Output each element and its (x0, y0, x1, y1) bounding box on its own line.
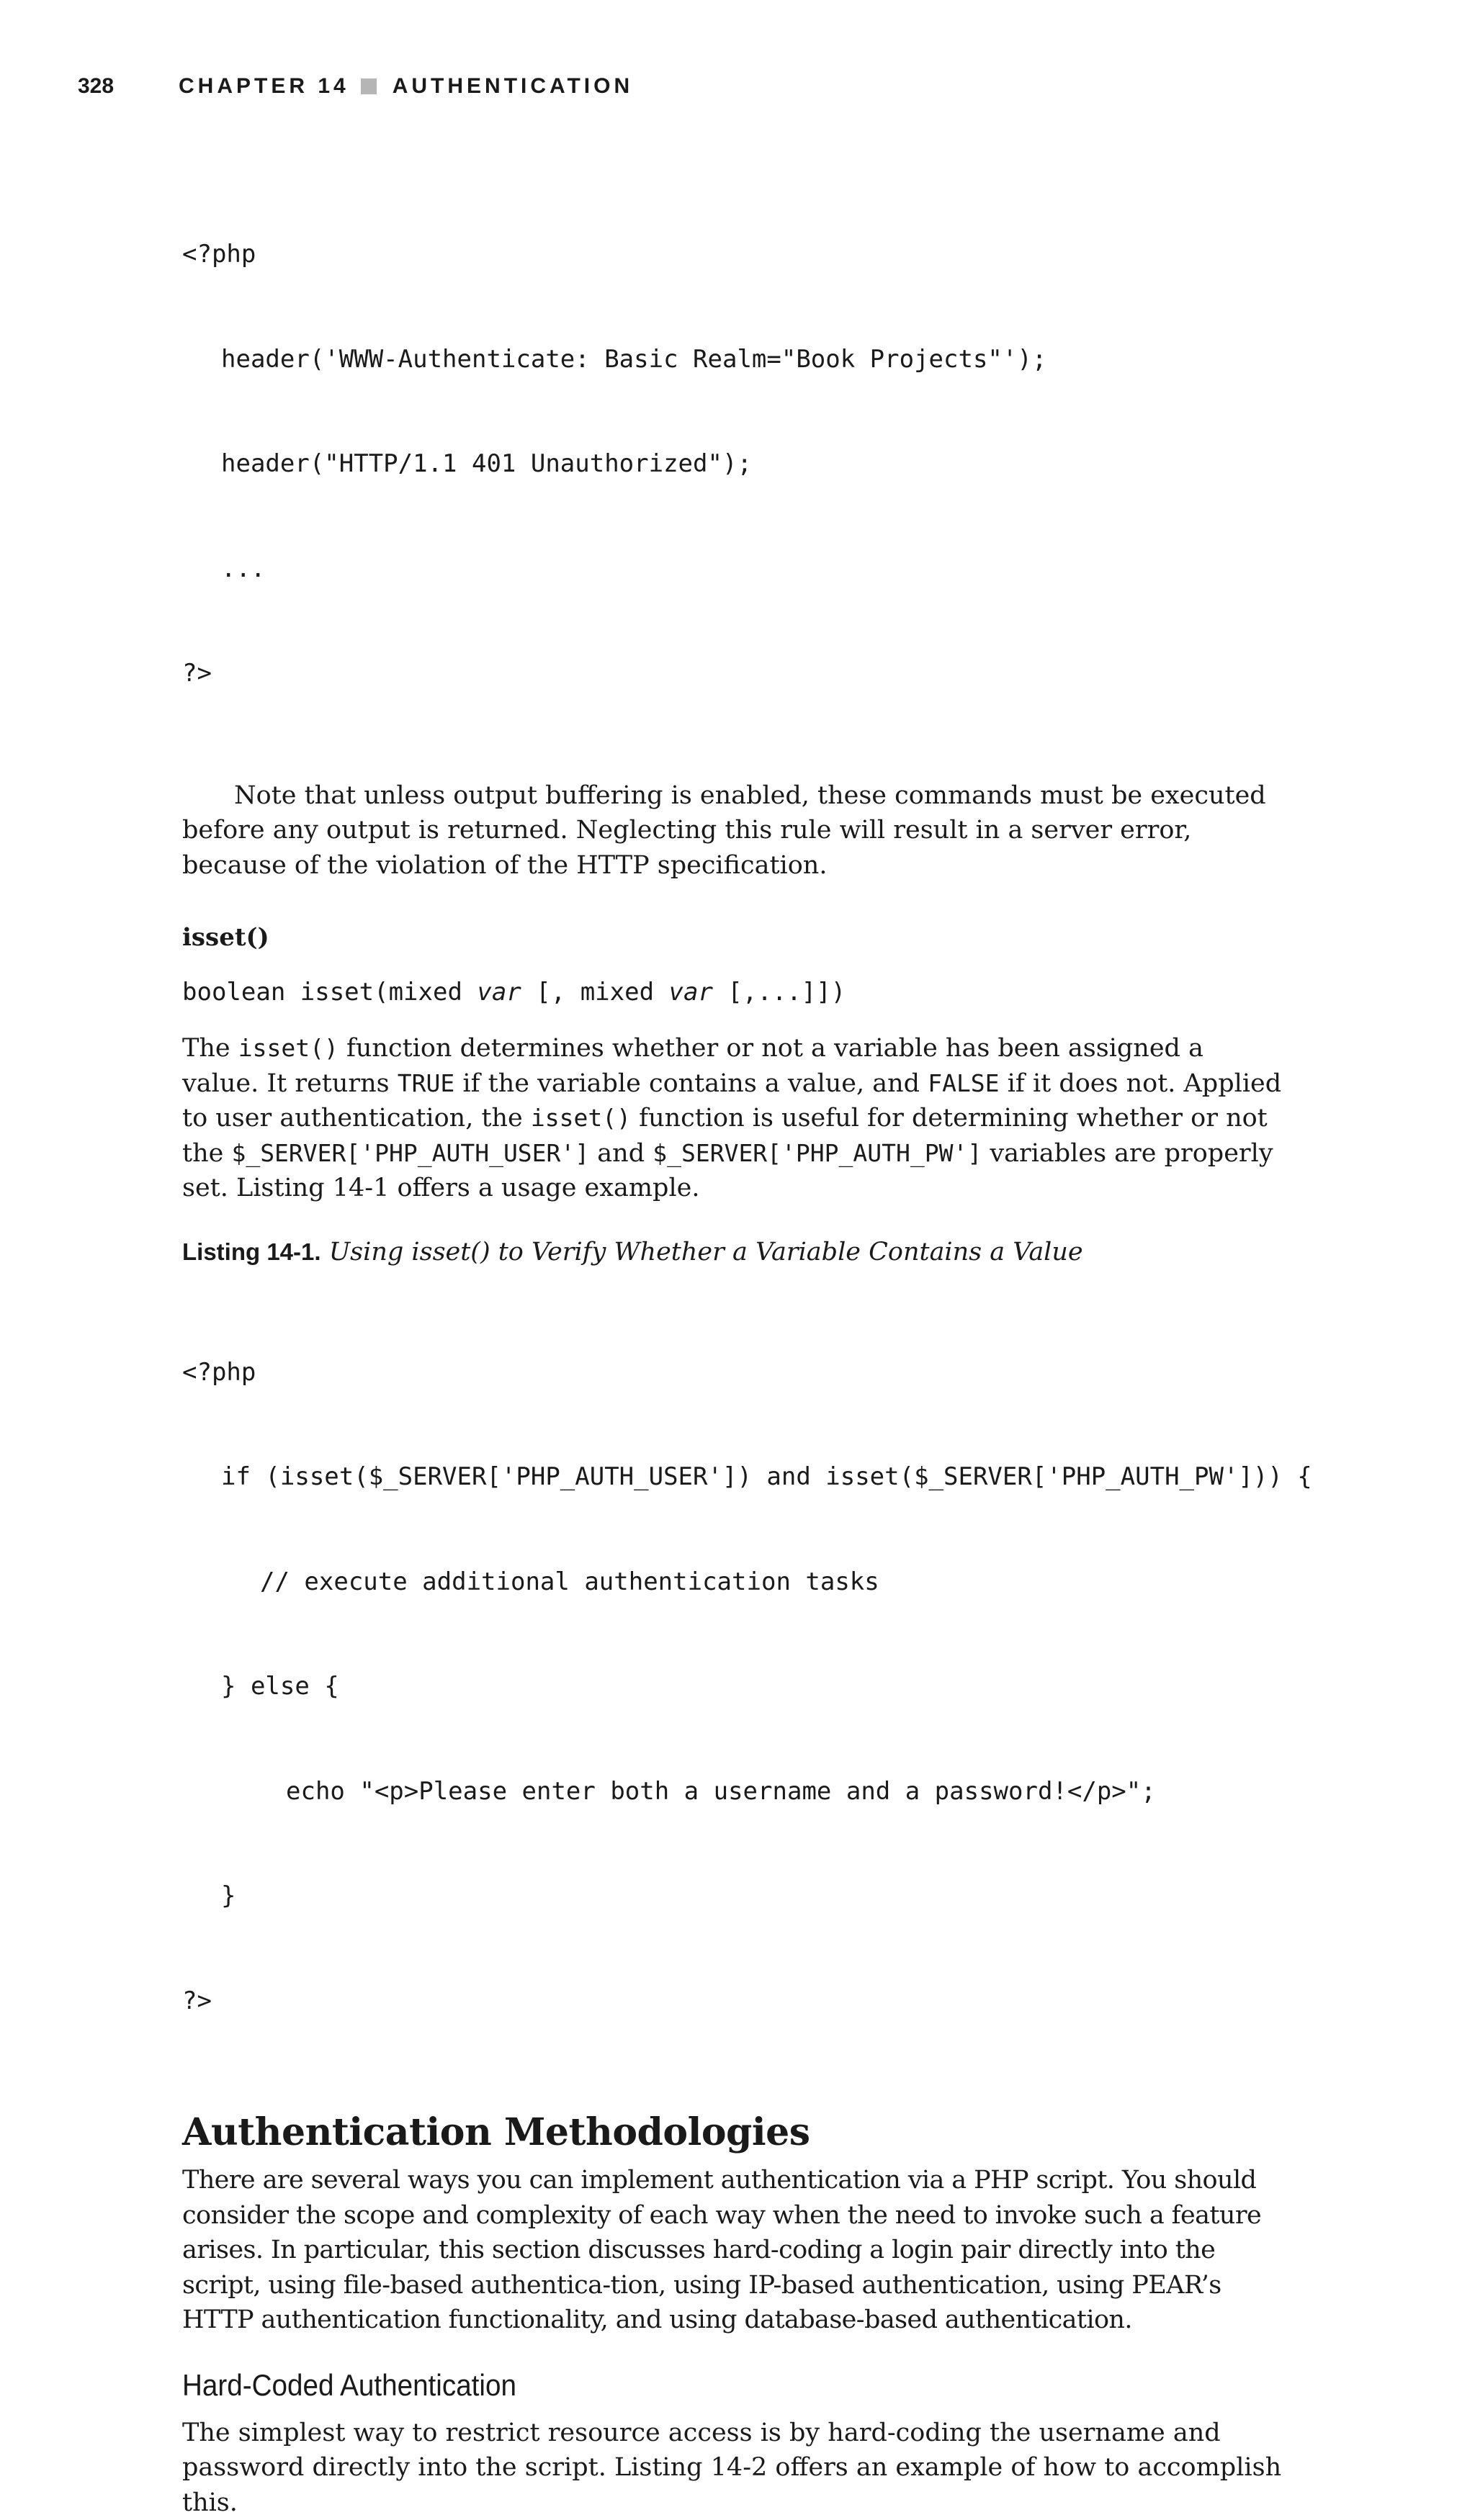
text: if it does not. Applied to user authentication, the (182, 1069, 1281, 1133)
code-line: if (isset($_SERVER['PHP_AUTH_USER']) and isset($_SERVER['PHP_AUTH_PW'])) { (182, 1459, 1284, 1495)
listing-caption (182, 1235, 1284, 1269)
section-heading-authentication-methodologies: Authentication Methodologies (182, 2110, 1284, 2156)
inline-code: FALSE (928, 1069, 999, 1097)
text: if the variable contains a value, and (454, 1069, 928, 1098)
listing-title: Using isset() to Verify Whether a Variable Contains a Value (329, 1238, 1083, 1266)
code-line: ?> (182, 656, 1284, 691)
text: function is useful for determining whether or not the (182, 1104, 1268, 1168)
text: variables are properly set. Listing 14-1 offers a usage example. (182, 1139, 1273, 1203)
page-number: 328 (78, 74, 179, 99)
subsection-heading-hard-coded-authentication: Hard-Coded Authentication (182, 2367, 1196, 2404)
page-body (182, 167, 1284, 2520)
code-line: } (182, 1878, 1284, 1914)
chapter-label: CHAPTER 14 (179, 74, 349, 99)
paragraph-isset (182, 1031, 1284, 1206)
inline-code: $_SERVER['PHP_AUTH_PW'] (653, 1139, 982, 1167)
signature-param: var (669, 978, 713, 1007)
code-line: ?> (182, 1984, 1284, 2019)
signature-param: var (477, 978, 521, 1007)
signature-text: [, mixed (521, 978, 669, 1007)
code-line: // execute additional authentication tasks (182, 1565, 1284, 1600)
code-line: header('WWW-Authenticate: Basic Realm="Book Projects"'); (182, 342, 1284, 377)
text: and (589, 1139, 653, 1168)
inline-code: $_SERVER['PHP_AUTH_USER'] (231, 1139, 589, 1167)
section-label: AUTHENTICATION (393, 74, 633, 99)
code-line: header("HTTP/1.1 401 Unauthorized"); (182, 446, 1284, 482)
isset-signature (182, 975, 1284, 1009)
signature-text: boolean isset(mixed (182, 978, 477, 1007)
code-line: } else { (182, 1669, 1284, 1704)
isset-heading: isset() (182, 920, 1284, 955)
inline-code: isset() (238, 1034, 339, 1062)
inline-code: TRUE (398, 1069, 454, 1097)
header-separator-square-icon (361, 78, 377, 94)
code-line: <?php (182, 237, 1284, 272)
text: The (182, 1034, 238, 1063)
code-block-header-example (182, 167, 1284, 761)
listing-label: Listing 14-1. (182, 1238, 321, 1265)
running-header (78, 71, 633, 102)
code-line: ... (182, 552, 1284, 587)
code-line: echo "<p>Please enter both a username and a password!</p>"; (182, 1774, 1284, 1809)
inline-code: isset() (531, 1104, 631, 1132)
code-line: <?php (182, 1355, 1284, 1390)
paragraph-note: Note that unless output buffering is enabled, these commands must be executed before any output is returned. Neglecting this rule will result in a server error, because of the violation of the HTTP specification. (182, 778, 1284, 883)
signature-text: [,...]]) (713, 978, 846, 1007)
code-block-listing-14-1 (182, 1285, 1284, 2089)
paragraph-hard-coded: The simplest way to restrict resource access is by hard-coding the username and password directly into the script. Listing 14-2 offers an example of how to accomplish this. (182, 2416, 1284, 2520)
paragraph-methodologies: There are several ways you can implement authentication via a PHP script. You should consider the scope and complexity of each way when the need to invoke such a feature arises. In particular, this section discusses hard-coding a login pair directly into the script, using file-based authentica-tion, using IP-based authentication, using PEAR’s HTTP authentication functionality, and using database-based authentication. (182, 2163, 1284, 2338)
text: function determines whether or not a variable has been assigned a value. It returns (182, 1034, 1203, 1098)
